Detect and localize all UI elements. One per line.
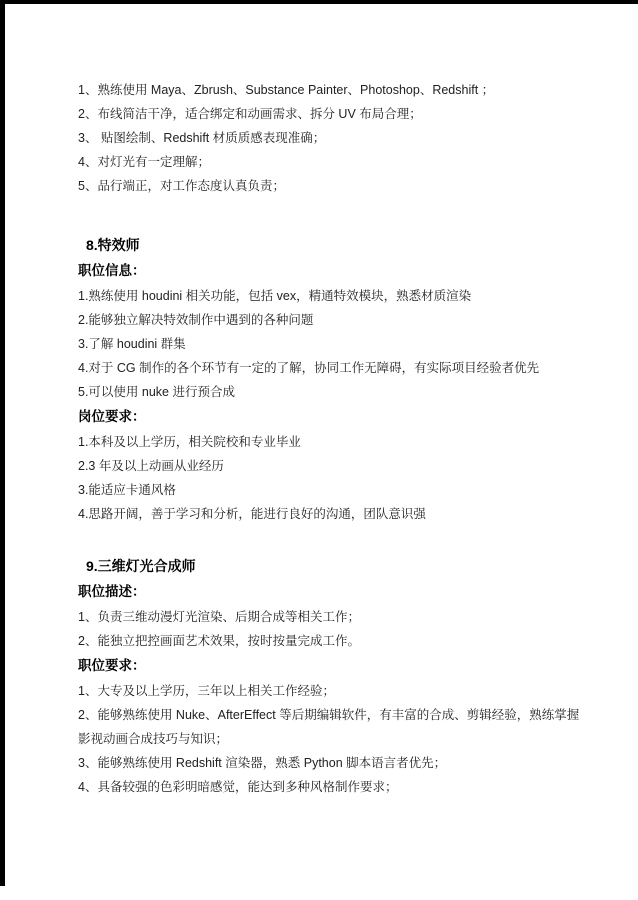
list-item: 4、具备较强的色彩明暗感觉，能达到多种风格制作要求； bbox=[78, 780, 398, 794]
list-item: 4、对灯光有一定理解； bbox=[78, 155, 210, 169]
list-item: 1、大专及以上学历，三年以上相关工作经验； bbox=[78, 684, 335, 698]
list-item: 4.思路开阔，善于学习和分析，能进行良好的沟通，团队意识强 bbox=[78, 507, 426, 521]
list-item: 5、品行端正，对工作态度认真负责； bbox=[78, 179, 285, 193]
job-section bbox=[78, 78, 582, 198]
job-section bbox=[78, 232, 582, 526]
job-section bbox=[78, 553, 582, 799]
list-item: 1、负责三维动漫灯光渲染、后期合成等相关工作； bbox=[78, 610, 360, 624]
list-item: 1.熟练使用 houdini 相关功能，包括 vex，精通特效模块，熟悉材质渲染 bbox=[78, 289, 472, 303]
section-title: 8.特效师 bbox=[86, 237, 140, 253]
list-item: 1.本科及以上学历，相关院校和专业毕业 bbox=[78, 435, 301, 449]
block-heading: 职位要求： bbox=[78, 658, 146, 673]
list-item: 2、布线简洁干净，适合绑定和动画需求、拆分 UV 布局合理； bbox=[78, 107, 422, 121]
page-top-border bbox=[0, 0, 638, 4]
list-item: 2.能够独立解决特效制作中遇到的各种问题 bbox=[78, 313, 314, 327]
list-item: 3.能适应卡通风格 bbox=[78, 483, 176, 497]
list-item: 3、能够熟练使用 Redshift 渲染器，熟悉 Python 脚本语言者优先； bbox=[78, 756, 447, 770]
block-heading: 岗位要求： bbox=[78, 409, 146, 424]
document-content bbox=[78, 78, 582, 799]
list-item: 2、能够熟练使用 Nuke、AfterEffect 等后期编辑软件，有丰富的合成、剪辑经验，熟练掌握影视动画合成技巧与知识； bbox=[78, 708, 580, 746]
list-item: 3、 贴图绘制、Redshift 材质质感表现准确； bbox=[78, 131, 326, 145]
list-item: 5.可以使用 nuke 进行预合成 bbox=[78, 385, 235, 399]
list-item: 1、熟练使用 Maya、Zbrush、Substance Painter、Photoshop、Redshift ； bbox=[78, 83, 495, 97]
section-title: 9.三维灯光合成师 bbox=[86, 558, 196, 574]
list-item: 2、能独立把控画面艺术效果，按时按量完成工作。 bbox=[78, 634, 360, 648]
block-heading: 职位信息： bbox=[78, 263, 146, 278]
block-heading: 职位描述： bbox=[78, 584, 146, 599]
list-item: 3.了解 houdini 群集 bbox=[78, 337, 186, 351]
list-item: 4.对于 CG 制作的各个环节有一定的了解，协同工作无障碍，有实际项目经验者优先 bbox=[78, 361, 540, 375]
list-item: 2.3 年及以上动画从业经历 bbox=[78, 459, 224, 473]
page-left-border bbox=[0, 0, 5, 886]
